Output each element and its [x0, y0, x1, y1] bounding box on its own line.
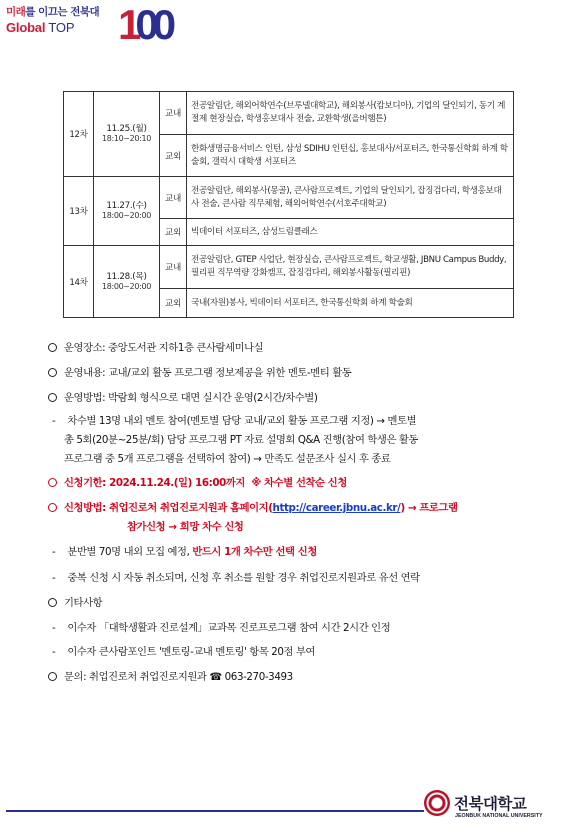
- bullet-circle-icon: [48, 503, 57, 512]
- type-cell: 교내: [160, 92, 187, 135]
- table-row: [64, 92, 514, 135]
- dash-bullet: -: [52, 646, 56, 658]
- bullet-circle-icon: [48, 598, 57, 607]
- method-detail-line-3: [64, 452, 390, 466]
- deadline-note: ※ 차수별 선착순 신청: [251, 477, 347, 489]
- datetime-cell: [94, 177, 160, 246]
- info-location-text: 운영장소: 중앙도서관 지하1층 큰사람세미나실: [64, 342, 264, 354]
- info-method-text: 운영방법: 박람회 형식으로 대면 실시간 운영(2시간/차수별): [64, 392, 318, 404]
- capacity-emphasis: 반드시 1개 차수만 선택 신청: [192, 546, 317, 558]
- programs-cell: 전공알림단, 해외어학연수(브루넬대학교), 해외봉사(캄보디아), 기업의 달인되기, 동기 계절제 현장실습, 학생홍보대사 전술, 교환학생(을버햄튼): [187, 92, 514, 135]
- top-100-mark: [118, 1, 171, 48]
- table-row: [64, 177, 514, 219]
- dash-bullet: -: [52, 622, 56, 634]
- bullet-circle-icon: [48, 343, 57, 352]
- bullet-circle-icon: [48, 393, 57, 402]
- capacity-text: 분반별 70명 내외 모집 예정,: [67, 546, 193, 558]
- etc-line-1: [52, 621, 390, 635]
- info-deadline: [48, 476, 347, 490]
- apply-line-2-text: 참가신청 → 희망 차수 신청: [127, 521, 244, 533]
- round-time: 18:10~20:10: [102, 134, 151, 143]
- programs-cell: 빅데이터 서포터즈, 삼성드림클래스: [187, 219, 514, 246]
- round-date: 11.28.(목): [106, 271, 147, 282]
- method-detail-text-1: 차수별 13명 내외 멘토 참여(멘토별 담당 교내/교외 활동 프로그램 지정) → 멘토별: [67, 415, 417, 427]
- slogan-name: 전북대: [70, 6, 100, 18]
- slogan-lead: 미래: [6, 6, 26, 18]
- type-cell: 교외: [160, 289, 187, 318]
- university-name-en: JEONBUK NATIONAL UNIVERSITY: [455, 813, 543, 819]
- info-contact-text: 문의: 취업진로처 취업진로지원과 ☎ 063-270-3493: [64, 671, 293, 683]
- round-date: 11.27.(수): [106, 201, 147, 211]
- apply-label: 신청방법:: [64, 502, 110, 514]
- round-cell: 13차: [64, 177, 94, 246]
- duplicate-text: 중복 신청 시 자동 취소되며, 신청 후 취소를 원할 경우 취업진로지원과로 유선 연락: [67, 572, 420, 584]
- slogan: [6, 4, 99, 35]
- slogan-global: Global: [6, 20, 46, 35]
- round-date: 11.25.(월): [106, 124, 147, 134]
- etc-text-1: 이수자 「대학생활과 진로설계」교과목 진로프로그램 참여 시간 2시간 인정: [67, 622, 391, 634]
- info-apply: [48, 501, 458, 515]
- etc-line-2: [52, 645, 315, 659]
- apply-after: ) → 프로그램: [400, 502, 458, 514]
- top-100-digit-2: 0: [135, 1, 153, 48]
- info-contact: [48, 670, 293, 684]
- datetime-cell: [94, 246, 160, 318]
- programs-cell: 전공알림단, 해외봉사(몽골), 큰사람프로젝트, 기업의 달인되기, 잡징검다리, 학생홍보대사 전술, 큰사람 직무체험, 해외어학연수(서호주대학교): [187, 177, 514, 219]
- duplicate-line: [52, 571, 420, 585]
- university-name: 전북대학교: [454, 795, 527, 813]
- dash-bullet: -: [52, 546, 56, 558]
- method-detail-line-2: [64, 433, 418, 447]
- info-method: [48, 391, 317, 405]
- header-logo: [0, 0, 579, 50]
- round-cell: 14차: [64, 246, 94, 318]
- apply-line-2: [127, 520, 243, 534]
- bullet-circle-icon: [48, 478, 57, 487]
- method-detail-text-2: 총 5회(20분~25분/회) 담당 프로그램 PT 자료 설명회 Q&A 진행(참여 학생은 활동: [64, 434, 418, 446]
- university-seal-icon: [424, 790, 450, 816]
- bullet-circle-icon: [48, 672, 57, 681]
- dash-bullet: -: [52, 572, 56, 584]
- programs-cell: 한화생명금융서비스 인턴, 삼성 SDIHU 인턴십, 홍보대사/서포터즈, 한국통신학회 하계 학술회, 갤럭시 대학생 서포터즈: [187, 135, 514, 177]
- type-cell: 교내: [160, 246, 187, 289]
- type-cell: 교내: [160, 177, 187, 219]
- programs-cell: 국내(자원)봉사, 빅데이터 서포터즈, 한국통신학회 하계 학술회: [187, 289, 514, 318]
- slogan-mid: 를 이끄는: [25, 6, 71, 18]
- method-detail-line-1: [52, 414, 416, 428]
- info-location: [48, 341, 263, 355]
- info-content-text: 운영내용: 교내/교외 활동 프로그램 정보제공을 위한 멘토-멘티 활동: [64, 367, 352, 379]
- etc-text-2: 이수자 큰사람포인트 '멘토링-교내 멘토링' 항목 20점 부여: [67, 646, 316, 658]
- datetime-cell: [94, 92, 160, 177]
- info-etc-text: 기타사항: [64, 597, 103, 609]
- top-100-digit-3: 0: [152, 1, 171, 48]
- bullet-circle-icon: [48, 368, 57, 377]
- top-100-digit-1: 1: [118, 1, 136, 48]
- slogan-top: TOP: [45, 20, 75, 35]
- deadline-text: 신청기한: 2024.11.24.(일) 16:00까지: [64, 477, 245, 489]
- capacity-line: [52, 545, 317, 559]
- round-time: 18:00~20:00: [102, 281, 151, 291]
- dash-bullet: -: [52, 415, 56, 427]
- method-detail-text-3: 프로그램 중 5개 프로그램을 선택하여 참여) → 만족도 설문조사 실시 후 종료: [64, 453, 391, 465]
- slogan-main: [6, 20, 99, 35]
- table-row: [64, 246, 514, 289]
- footer-divider: [6, 810, 424, 812]
- info-content: [48, 366, 351, 380]
- round-cell: 12차: [64, 92, 94, 177]
- info-etc: [48, 596, 102, 610]
- type-cell: 교외: [160, 135, 187, 177]
- type-cell: 교외: [160, 219, 187, 246]
- apply-where: 취업진로처 취업진로지원과 홈페이지(: [109, 502, 273, 514]
- programs-cell: 전공알림단, GTEP 사업단, 현장실습, 큰사람프로젝트, 학교생활, JBNU Campus Buddy, 필리핀 직무역량 강화캠프, 잡징검다리, 해외봉사활동(필리핀): [187, 246, 514, 289]
- schedule-table: [63, 91, 514, 318]
- career-site-link[interactable]: http://career.jbnu.ac.kr/: [272, 502, 401, 514]
- slogan-sub: [6, 4, 99, 19]
- round-time: 18:00~20:00: [102, 211, 151, 220]
